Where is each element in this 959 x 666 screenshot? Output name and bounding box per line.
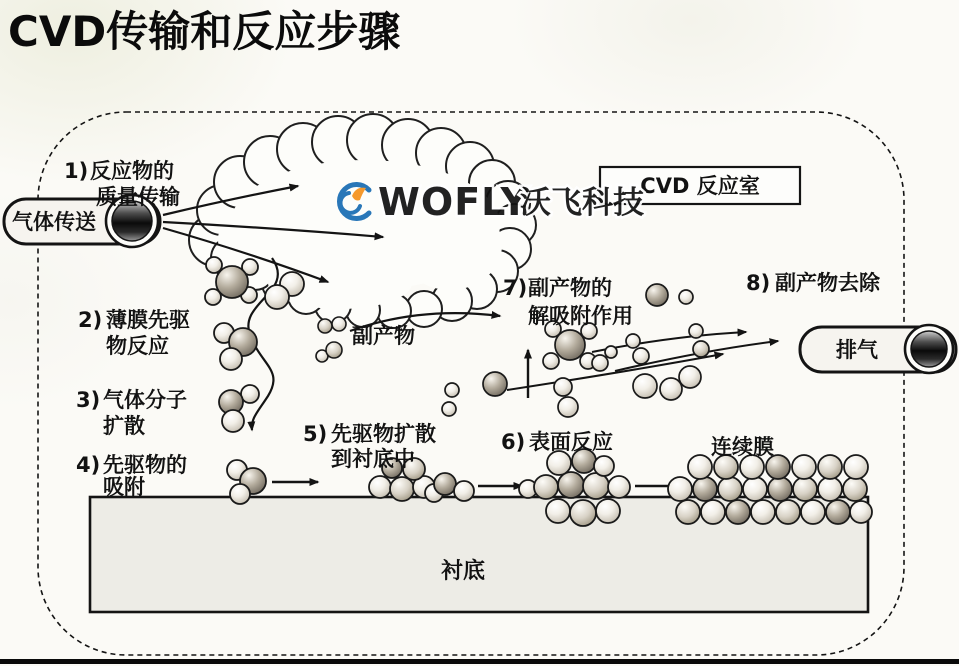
substrate-label: 衬底	[441, 559, 486, 584]
continuous-film	[668, 455, 872, 524]
step1-line1: 反应物的	[90, 159, 174, 183]
byproduct-label: 副产物	[352, 324, 415, 348]
film-label: 连续膜	[711, 435, 774, 459]
step2-line2: 物反应	[106, 334, 169, 358]
chamber-label: CVD 反应室	[640, 174, 760, 198]
watermark	[339, 180, 644, 224]
step7-line2: 解吸附作用	[528, 304, 633, 328]
step3-line1: 气体分子	[103, 388, 187, 412]
step2-line1: 薄膜先驱	[106, 308, 190, 332]
step4-line1: 先驱物的	[103, 453, 187, 477]
step3-line2: 扩散	[103, 414, 145, 438]
step5-line2: 到衬底中	[331, 447, 415, 471]
watermark-brand-cn: 沃飞科技	[520, 185, 644, 221]
step1-num: 1)	[64, 159, 89, 183]
exhaust-label: 排气	[836, 338, 878, 362]
watermark-brand-en: WOFLY	[378, 180, 529, 224]
step8-line1: 副产物去除	[775, 271, 880, 295]
step5-line1: 先驱物扩散	[331, 422, 436, 446]
step4-num: 4)	[76, 453, 101, 477]
step4-line2: 吸附	[103, 475, 145, 499]
molecule-byproducts	[316, 317, 346, 362]
exhaust-pipe	[800, 325, 956, 373]
gas-inlet-label: 气体传送	[12, 210, 96, 234]
step7-num: 7)	[503, 276, 528, 300]
bottom-rule	[0, 659, 959, 664]
step1-line2: 质量传输	[96, 185, 180, 209]
step7-line1: 副产物的	[528, 276, 612, 300]
page-title: CVD传输和反应步骤	[8, 7, 401, 56]
step8-num: 8)	[746, 271, 771, 295]
step2-num: 2)	[78, 308, 103, 332]
step6-line1: 表面反应	[529, 430, 613, 454]
step3-num: 3)	[76, 388, 101, 412]
step5-num: 5)	[303, 422, 328, 446]
step6-num: 6)	[501, 430, 526, 454]
